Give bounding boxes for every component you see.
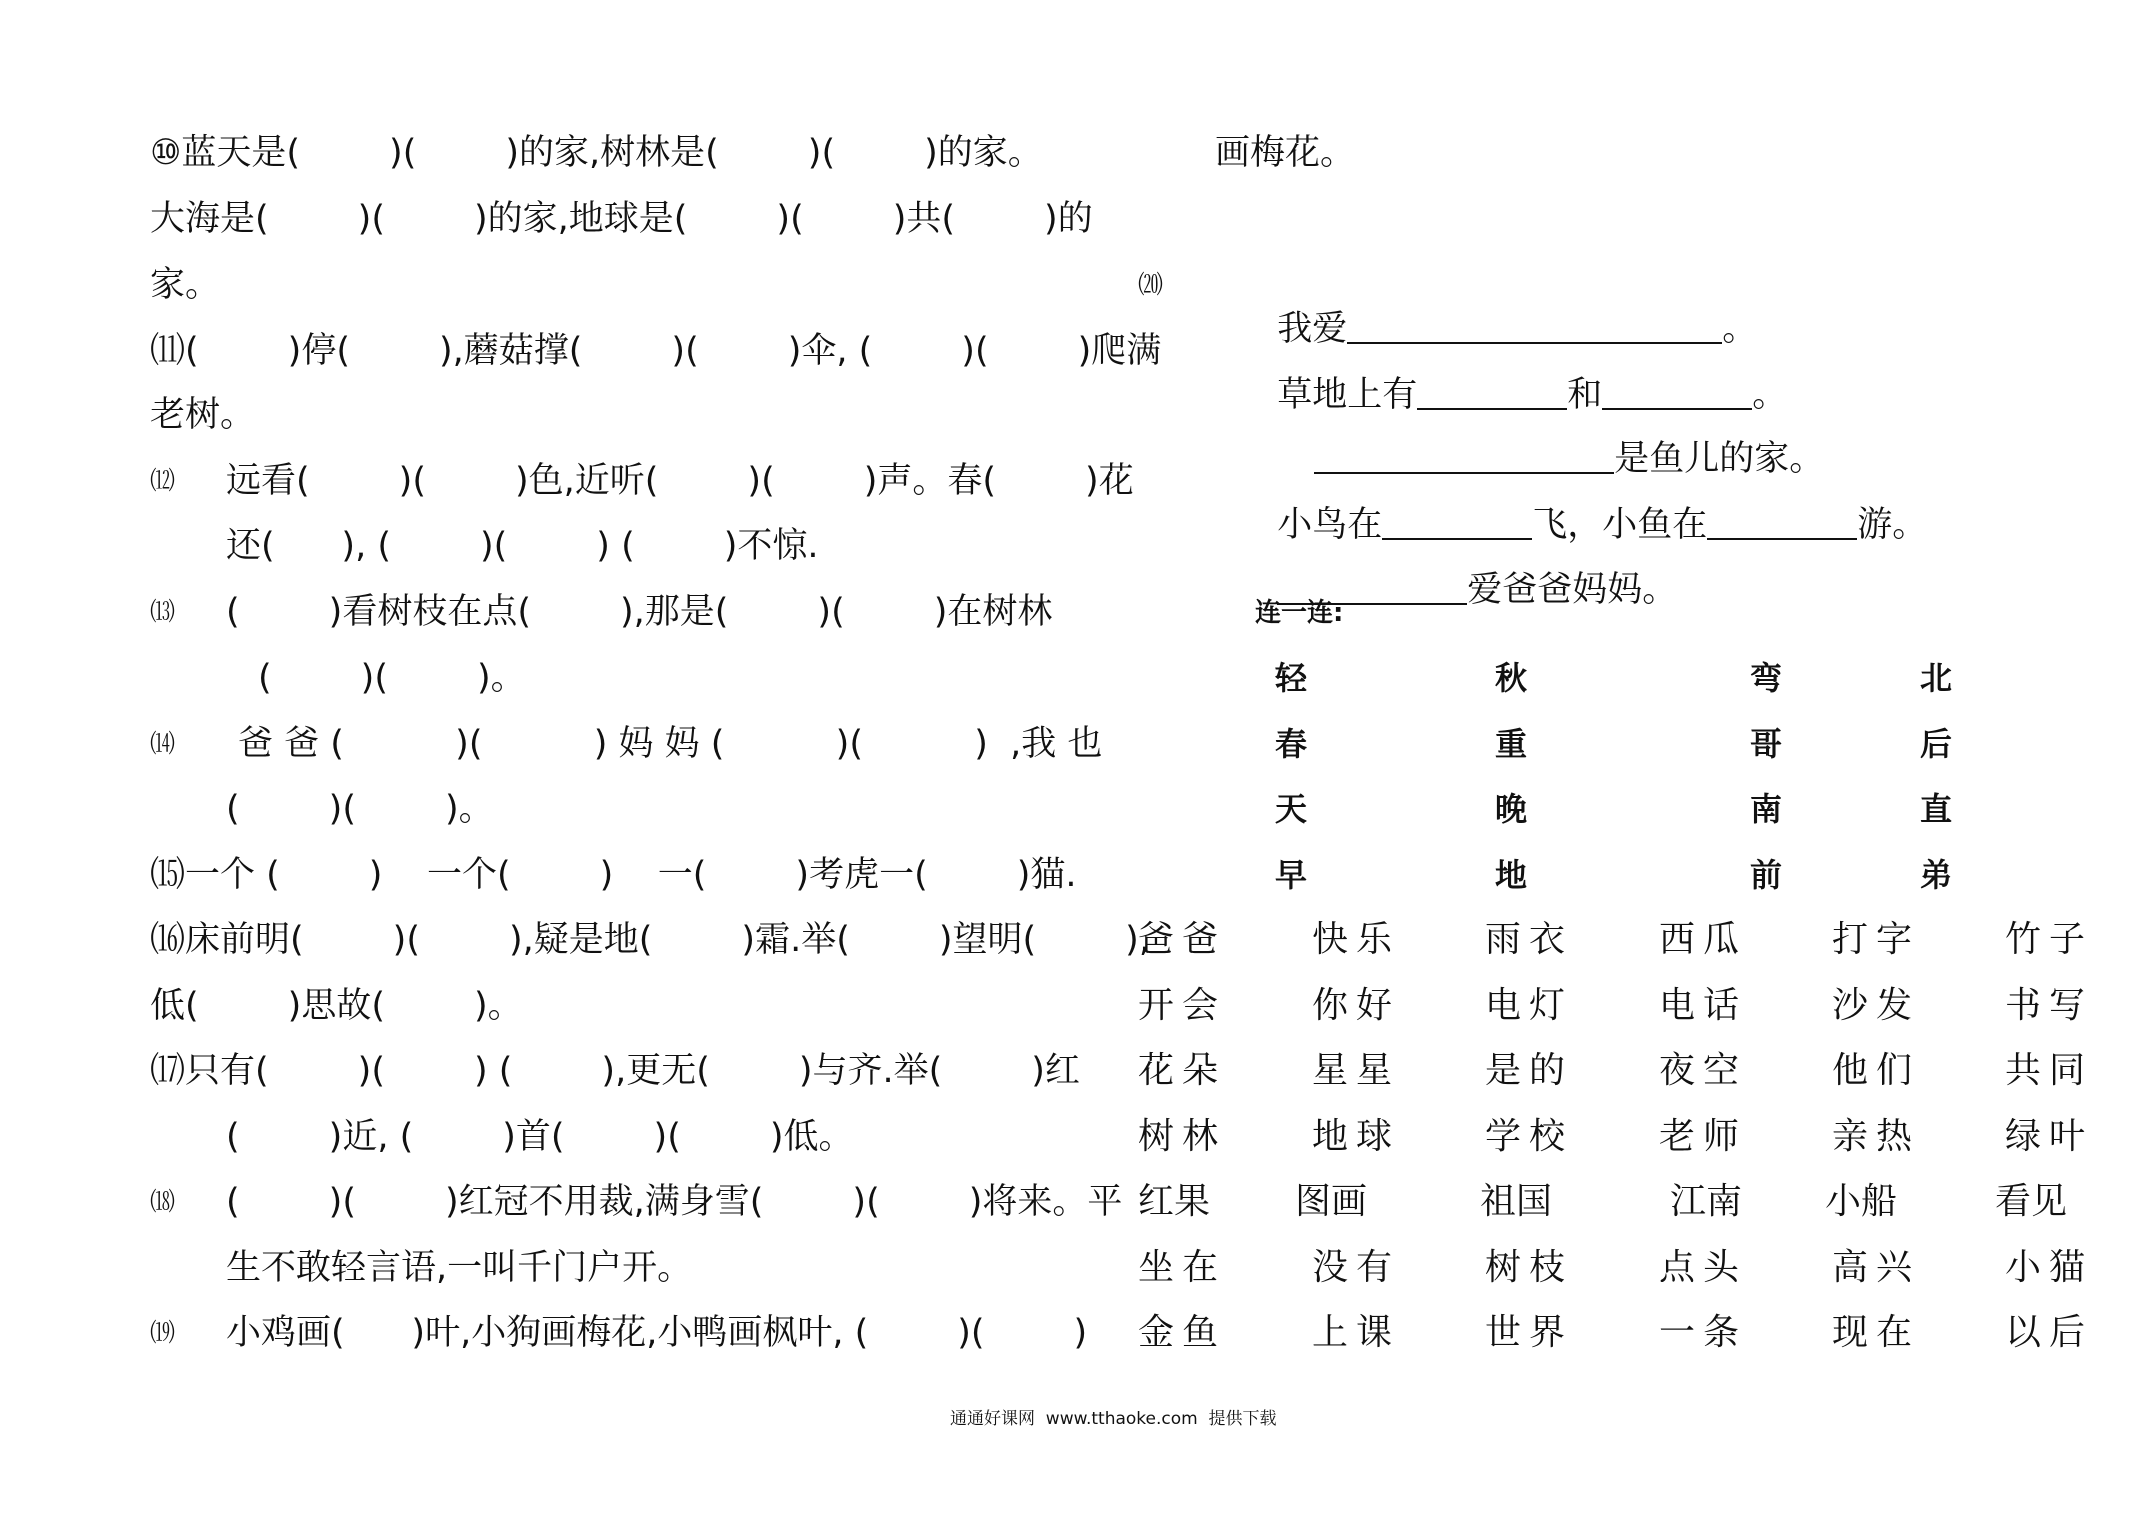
connect-cell: 前	[1750, 856, 1783, 894]
word-cell: 祖国	[1480, 1181, 1553, 1222]
q20-s1-suffix: 。	[1722, 309, 1758, 349]
word-cell: 地球	[1312, 1116, 1401, 1157]
connect-cell: 早	[1275, 856, 1308, 894]
word-cell: 共同	[2005, 1050, 2094, 1091]
word-cell: 绿叶	[2005, 1116, 2094, 1157]
word-cell: 世界	[1485, 1312, 1574, 1353]
q20-s5-suffix: 爱爸爸妈妈。	[1467, 570, 1678, 610]
q16-line-2: 低( )思故( )。	[150, 986, 523, 1026]
word-cell: 没有	[1312, 1247, 1401, 1288]
q10-line-3: 家。	[150, 265, 221, 305]
word-cell: 电话	[1659, 985, 1748, 1026]
word-cell: 开会	[1138, 985, 1227, 1026]
connect-cell: 天	[1275, 790, 1308, 828]
q18-number: ⒅	[150, 1187, 176, 1216]
q13-line-2: ( )( )。	[258, 658, 526, 698]
q20-s2-mid: 和	[1567, 375, 1603, 415]
connect-cell: 弯	[1750, 659, 1783, 697]
word-cell: 花朵	[1138, 1050, 1227, 1091]
word-cell: 沙发	[1832, 985, 1921, 1026]
q20-s4-suffix: 游。	[1857, 505, 1928, 545]
word-cell: 亲热	[1832, 1116, 1921, 1157]
word-cell: 星星	[1312, 1050, 1401, 1091]
q14-number: ⒁	[150, 729, 176, 758]
connect-cell: 秋	[1495, 659, 1528, 697]
q13-number: ⒀	[150, 597, 176, 626]
word-cell: 小船	[1825, 1181, 1898, 1222]
connect-cell: 直	[1920, 790, 1953, 828]
word-cell: 快乐	[1312, 919, 1401, 960]
word-cell: 红果	[1138, 1181, 1211, 1222]
word-cell: 树林	[1138, 1116, 1227, 1157]
connect-cell: 弟	[1920, 856, 1953, 894]
connect-cell: 哥	[1750, 725, 1783, 763]
q17-line-2: ( )近, ( )首( )( )低。	[226, 1117, 854, 1157]
word-cell: 高兴	[1832, 1247, 1921, 1288]
q14-line-1: 爸 爸 ( )( ) 妈 妈 ( )( ) ,我 也	[238, 724, 1103, 764]
connect-cell: 南	[1750, 790, 1783, 828]
q16-line-1: ⒃床前明( )( ),疑是地( )霜.举( )望明( ),	[150, 920, 1150, 960]
q20-number: ⒇	[1138, 270, 1164, 299]
word-cell: 上课	[1312, 1312, 1401, 1353]
q14-line-2: ( )( )。	[226, 789, 494, 829]
word-cell: 小猫	[2005, 1247, 2094, 1288]
word-cell: 电灯	[1485, 985, 1574, 1026]
connect-cell: 后	[1920, 725, 1953, 763]
word-cell: 江南	[1670, 1181, 1743, 1222]
word-cell: 他们	[1832, 1050, 1921, 1091]
q19-line-1: 小鸡画( )叶,小狗画梅花,小鸭画枫叶, ( )( )	[226, 1313, 1088, 1353]
q20-s2-prefix: 草地上有	[1277, 375, 1418, 415]
q18-line-2: 生不敢轻言语,一叫千门户开。	[226, 1248, 693, 1288]
q10-line-2: 大海是( )( )的家,地球是( )( )共( )的	[150, 199, 1093, 239]
word-cell: 点头	[1659, 1247, 1748, 1288]
q19-continued: 画梅花。	[1215, 133, 1356, 173]
connect-cell: 重	[1495, 725, 1528, 763]
q15-line: ⒂一个 ( ) 一个( ) 一( )考虎一( )猫.	[150, 855, 1077, 895]
connect-cell: 晚	[1495, 790, 1528, 828]
q20-s3-suffix: 是鱼儿的家。	[1614, 439, 1825, 479]
word-cell: 以后	[2005, 1312, 2094, 1353]
connect-cell: 北	[1920, 659, 1953, 697]
q20-s1-prefix: 我爱	[1277, 309, 1348, 349]
word-cell: 坐在	[1138, 1247, 1227, 1288]
word-cell: 是的	[1485, 1050, 1574, 1091]
q12-line-1: 远看( )( )色,近听( )( )声。春( )花	[226, 461, 1134, 501]
q10-line-1: ⑩蓝天是( )( )的家,树林是( )( )的家。	[150, 133, 1043, 173]
q20-s4-prefix: 小鸟在	[1277, 505, 1383, 545]
q17-line-1: ⒄只有( )( ) ( ),更无( )与齐.举( )红	[150, 1051, 1080, 1091]
q20-s2-suffix: 。	[1752, 375, 1788, 415]
connect-title: 连一连:	[1255, 598, 1344, 628]
word-cell: 树枝	[1485, 1247, 1574, 1288]
footer-credit: 通通好课网 www.tthaoke.com 提供下载	[950, 1409, 1277, 1429]
word-cell: 现在	[1832, 1312, 1921, 1353]
q19-number: ⒆	[150, 1318, 176, 1347]
q18-line-1: ( )( )红冠不用裁,满身雪( )( )将来。平	[226, 1182, 1123, 1222]
connect-cell: 春	[1275, 725, 1308, 763]
word-cell: 雨衣	[1485, 919, 1574, 960]
connect-cell: 轻	[1275, 659, 1308, 697]
q11-line-2: 老树。	[150, 395, 256, 435]
word-cell: 图画	[1295, 1181, 1368, 1222]
q12-line-2: 还( ), ( )( ) ( )不惊.	[226, 526, 819, 566]
word-cell: 一条	[1659, 1312, 1748, 1353]
q12-number: ⑿	[150, 466, 176, 495]
word-cell: 你好	[1312, 985, 1401, 1026]
q11-line-1: ⑾( )停( ),蘑菇撑( )( )伞, ( )( )爬满	[150, 331, 1162, 371]
word-cell: 学校	[1485, 1116, 1574, 1157]
word-cell: 打字	[1832, 919, 1921, 960]
q20-s4-mid: 飞，小鱼在	[1532, 505, 1708, 545]
word-cell: 老师	[1659, 1116, 1748, 1157]
q13-line-1: ( )看树枝在点( ),那是( )( )在树林	[226, 592, 1053, 632]
word-cell: 看见	[1995, 1181, 2068, 1222]
word-cell: 夜空	[1659, 1050, 1748, 1091]
word-cell: 书写	[2005, 985, 2094, 1026]
connect-cell: 地	[1495, 856, 1528, 894]
word-cell: 金鱼	[1138, 1312, 1227, 1353]
word-cell: 竹子	[2005, 919, 2094, 960]
q20-s4-blank-2[interactable]	[1707, 508, 1857, 540]
word-cell: 爸爸	[1138, 919, 1227, 960]
word-cell: 西瓜	[1659, 919, 1748, 960]
